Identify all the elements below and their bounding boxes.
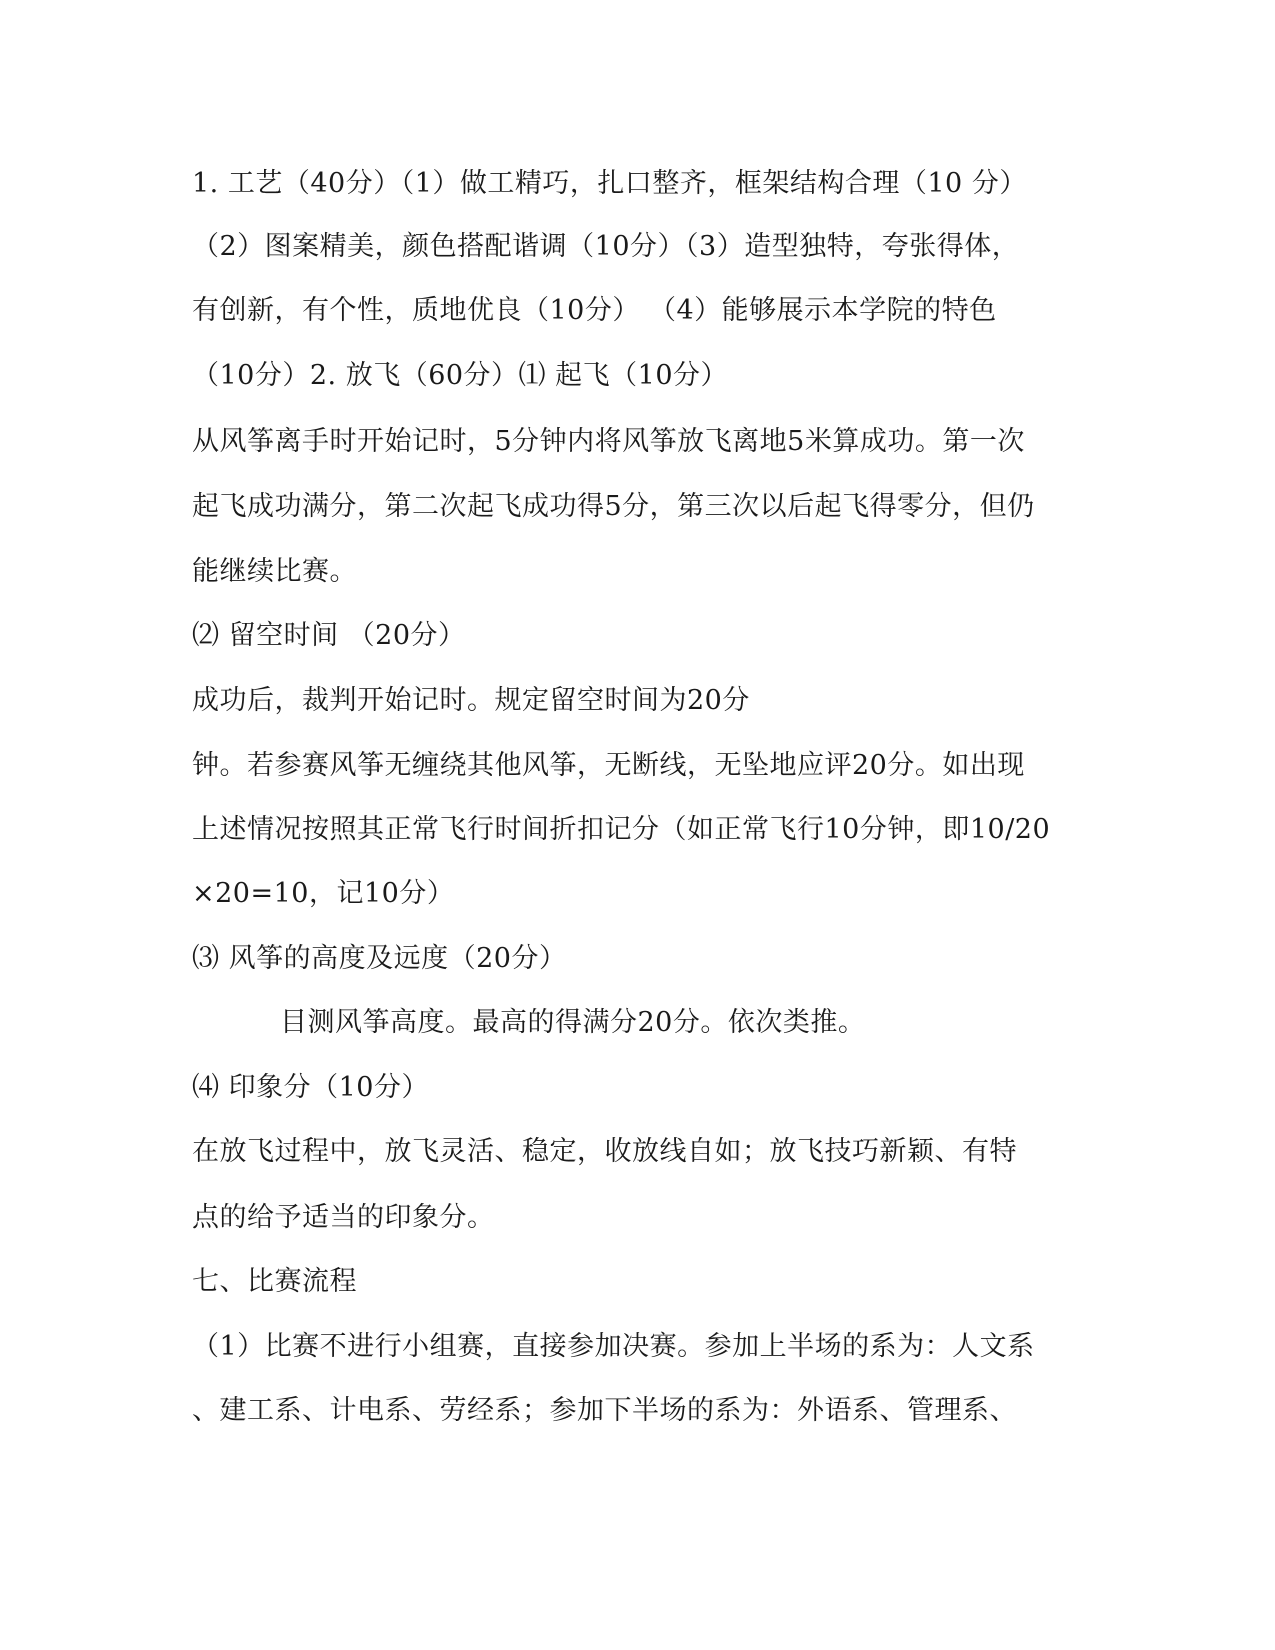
text-line-innovation-criteria: 有创新，有个性，质地优良（10分） （4）能够展示本学院的特色 [192,295,997,326]
text-line-process-rule: （1）比赛不进行小组赛，直接参加决赛。参加上半场的系为：人文系 [192,1331,1035,1362]
text-line-airtime-header: ⑵ 留空时间 （20分） [192,620,466,651]
text-line-takeoff-scoring: 起飞成功满分，第二次起飞成功得5分，第三次以后起飞得零分，但仍 [192,491,1035,522]
text-line-airtime-example: ×20=10，记10分） [192,878,455,909]
section-heading-competition-process: 七、比赛流程 [192,1266,357,1297]
text-line-pattern-criteria: （2）图案精美，颜色搭配谐调（10分）（3）造型独特，夸张得体， [192,231,1020,262]
text-line-airtime-discount: 上述情况按照其正常飞行时间折扣记分（如正常飞行10分钟，即10/20 [192,814,1051,845]
text-line-airtime-start: 成功后，裁判开始记时。规定留空时间为20分 [192,685,750,716]
text-line-impression-header: ⑷ 印象分（10分） [192,1072,429,1103]
text-line-takeoff-continue: 能继续比赛。 [192,556,357,587]
text-line-impression-rule: 在放飞过程中，放飞灵活、稳定，收放线自如；放飞技巧新颖、有特 [192,1136,1017,1167]
text-line-height-header: ⑶ 风筝的高度及远度（20分） [192,943,567,974]
text-line-impression-rule-end: 点的给予适当的印象分。 [192,1202,495,1233]
text-line-process-departments: 、建工系、计电系、劳经系；参加下半场的系为：外语系、管理系、 [192,1395,1017,1426]
text-line-takeoff-rule: 从风筝离手时开始记时，5分钟内将风筝放飞离地5米算成功。第一次 [192,426,1025,457]
text-line-height-rule: 目测风筝高度。最高的得满分20分。依次类推。 [280,1007,866,1038]
text-line-flying-header: （10分）2. 放飞（60分）⑴ 起飞（10分） [192,360,728,391]
text-line-crafts-header: 1. 工艺（40分）（1）做工精巧，扎口整齐，框架结构合理（10 分） [192,168,1027,199]
text-line-airtime-rule: 钟。若参赛风筝无缠绕其他风筝，无断线，无坠地应评20分。如出现 [192,750,1025,781]
